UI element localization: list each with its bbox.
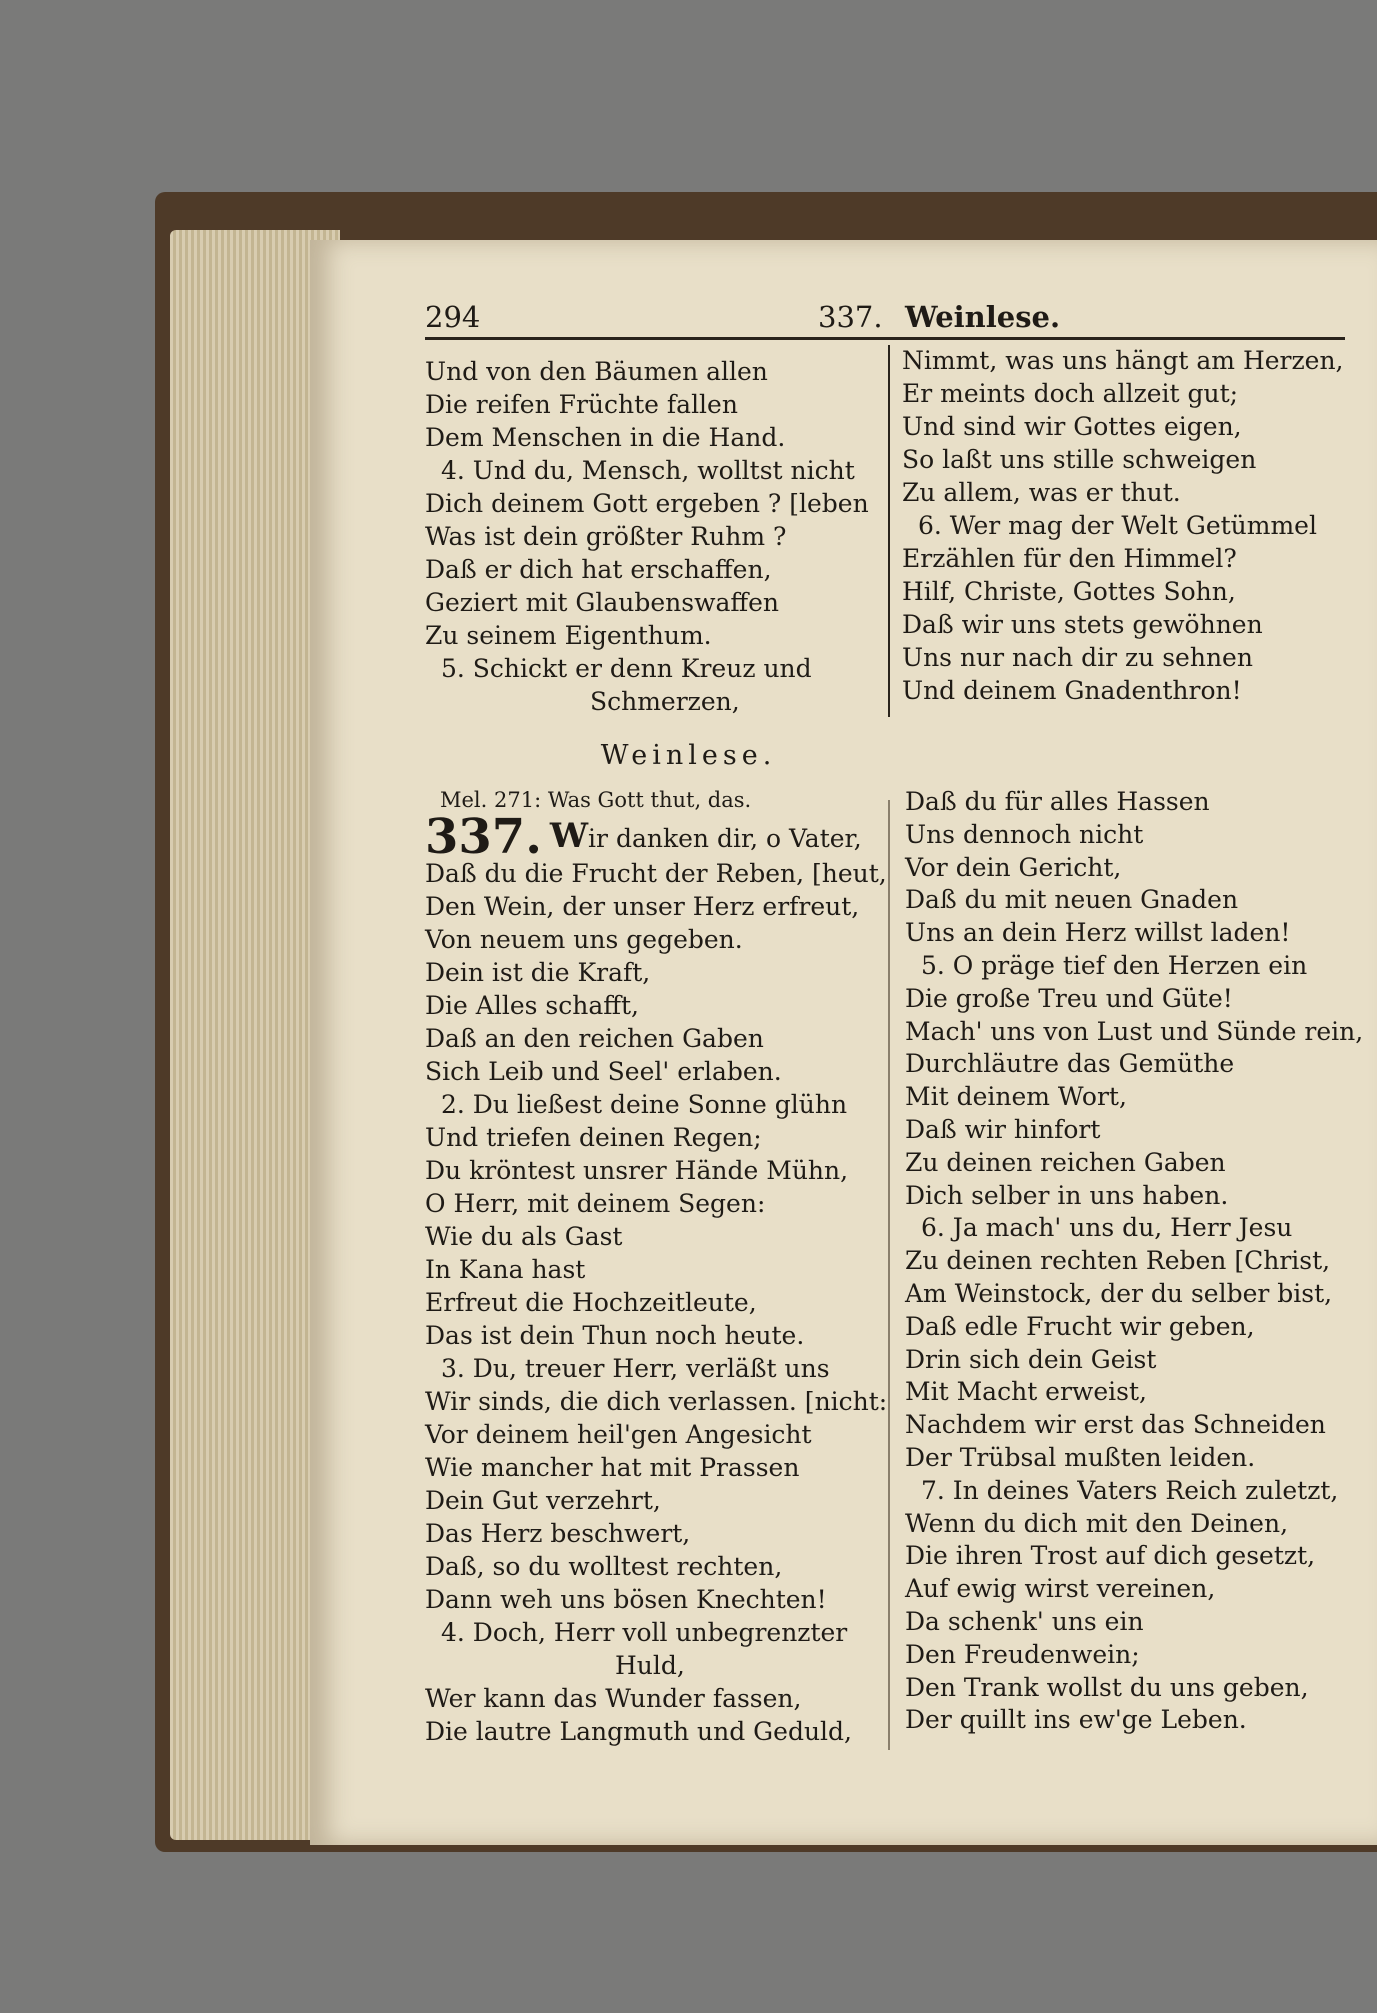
verse-line: Die ihren Trost auf dich gesetzt, xyxy=(905,1541,1316,1571)
verse-line: Und triefen deinen Regen; xyxy=(425,1123,762,1152)
hymn-first-line xyxy=(425,809,862,865)
verse-line: Und von den Bäumen allen xyxy=(425,357,768,386)
verse-line: 5. O präge tief den Herzen ein xyxy=(921,951,1308,980)
verse-line: Daß edle Frucht wir geben, xyxy=(905,1311,1255,1341)
verse-line: Am Weinstock, der du selber bist, xyxy=(905,1279,1333,1308)
verse-line: Daß an den reichen Gaben xyxy=(425,1024,764,1053)
verse-line: Geziert mit Glaubenswaffen xyxy=(425,588,780,617)
verse-line: Zu seinem Eigenthum. xyxy=(425,621,712,650)
verse-line: Uns dennoch nicht xyxy=(905,819,1144,849)
verse-line: Vor deinem heil'gen Angesicht xyxy=(425,1420,812,1449)
verse-line: Die Alles schafft, xyxy=(425,991,639,1020)
verse-line: Den Freudenwein; xyxy=(905,1639,1140,1669)
hymn-number: 337. xyxy=(425,809,542,865)
verse-line: Durchläutre das Gemüthe xyxy=(905,1049,1235,1079)
header-rule xyxy=(425,337,1345,340)
verse-line: Huld, xyxy=(615,1651,685,1680)
verse-line: So laßt uns stille schweigen xyxy=(902,445,1257,474)
verse-line: Daß wir uns stets gewöhnen xyxy=(902,610,1263,639)
column-divider-bottom xyxy=(888,800,890,1750)
verse-line: Daß er dich hat erschaffen, xyxy=(425,555,772,584)
verse-line: 4. Doch, Herr voll unbegrenzter xyxy=(441,1618,848,1647)
verse-line: Das ist dein Thun noch heute. xyxy=(425,1321,805,1350)
verse-line: Und deinem Gnadenthron! xyxy=(902,676,1242,705)
verse-line: Daß du für alles Hassen xyxy=(905,787,1210,816)
verse-line: Die lautre Langmuth und Geduld, xyxy=(425,1717,853,1746)
verse-line: Vor dein Gericht, xyxy=(905,852,1122,882)
verse-line: Er meints doch allzeit gut; xyxy=(902,379,1239,408)
verse-line: 6. Ja mach' uns du, Herr Jesu xyxy=(921,1213,1293,1243)
verse-line: Mit deinem Wort, xyxy=(905,1082,1127,1112)
first-line-text: ir danken dir, o Vater, xyxy=(588,824,862,853)
verse-line: O Herr, mit deinem Segen: xyxy=(425,1189,766,1218)
drop-initial: W xyxy=(549,816,589,856)
verse-line: Den Trank wollst du uns geben, xyxy=(905,1672,1309,1702)
verse-line: Wer kann das Wunder fassen, xyxy=(425,1684,802,1713)
column-divider-top xyxy=(888,345,890,717)
melody-line: Mel. 271: Was Gott thut, das. xyxy=(440,788,752,812)
verse-line: Dein ist die Kraft, xyxy=(425,958,651,987)
verse-line: Sich Leib und Seel' erlaben. xyxy=(425,1057,782,1086)
verse-line: Wir sinds, die dich verlassen. [nicht: xyxy=(425,1387,888,1416)
verse-line: 5. Schickt er denn Kreuz und xyxy=(441,654,812,683)
verse-line: Die große Treu und Güte! xyxy=(905,983,1233,1013)
verse-line: Und sind wir Gottes eigen, xyxy=(902,412,1242,441)
verse-line: Wie mancher hat mit Prassen xyxy=(425,1453,800,1482)
verse-line: Mit Macht erweist, xyxy=(905,1377,1147,1407)
verse-line: Der quillt ins ew'ge Leben. xyxy=(905,1705,1247,1735)
section-title: Weinlese. xyxy=(600,740,777,771)
running-title: Weinlese. xyxy=(905,300,1061,334)
verse-line: Daß du die Frucht der Reben, [heut, xyxy=(425,859,887,888)
verse-line: Daß, so du wolltest rechten, xyxy=(425,1552,783,1581)
verse-line: Da schenk' uns ein xyxy=(905,1607,1144,1636)
verse-line: Hilf, Christe, Gottes Sohn, xyxy=(902,577,1236,606)
verse-line: Zu deinen reichen Gaben xyxy=(905,1147,1226,1177)
verse-line: 2. Du ließest deine Sonne glühn xyxy=(441,1090,848,1119)
verse-line: Nimmt, was uns hängt am Herzen, xyxy=(902,346,1344,375)
verse-line: Wie du als Gast xyxy=(425,1222,623,1251)
verse-line: In Kana hast xyxy=(425,1255,586,1284)
verse-line: Das Herz beschwert, xyxy=(425,1519,691,1548)
verse-line: Daß du mit neuen Gnaden xyxy=(905,885,1239,915)
verse-line: 4. Und du, Mensch, wolltst nicht xyxy=(441,456,855,485)
verse-line: Dann weh uns bösen Knechten! xyxy=(425,1585,827,1614)
verse-line: Der Trübsal mußten leiden. xyxy=(905,1443,1256,1472)
verse-line: Drin sich dein Geist xyxy=(905,1344,1157,1374)
verse-line: Die reifen Früchte fallen xyxy=(425,390,738,419)
page-number: 294 xyxy=(425,300,481,334)
verse-line: Erzählen für den Himmel? xyxy=(902,544,1237,573)
verse-line: Dein Gut verzehrt, xyxy=(425,1486,661,1515)
verse-line: Uns nur nach dir zu sehnen xyxy=(902,643,1253,672)
verse-line: Zu deinen rechten Reben [Christ, xyxy=(905,1246,1331,1276)
verse-line: 3. Du, treuer Herr, verläßt uns xyxy=(441,1354,830,1383)
verse-line: Nachdem wir erst das Schneiden xyxy=(905,1410,1326,1440)
verse-line: Von neuem uns gegeben. xyxy=(425,925,743,954)
verse-line: Wenn du dich mit den Deinen, xyxy=(905,1508,1289,1538)
verse-line: Uns an dein Herz willst laden! xyxy=(905,918,1291,948)
verse-line: Erfreut die Hochzeitleute, xyxy=(425,1288,757,1317)
verse-line: Mach' uns von Lust und Sünde rein, xyxy=(905,1016,1364,1046)
verse-line: Dem Menschen in die Hand. xyxy=(425,423,786,452)
verse-line: Dich selber in uns haben. xyxy=(905,1180,1229,1210)
header-hymn-ref: 337. xyxy=(818,300,883,334)
verse-line: 6. Wer mag der Welt Getümmel xyxy=(918,511,1317,540)
verse-line: Den Wein, der unser Herz erfreut, xyxy=(425,892,860,921)
verse-line: Auf ewig wirst vereinen, xyxy=(905,1574,1216,1604)
verse-line: Schmerzen, xyxy=(590,687,740,716)
verse-line: Zu allem, was er thut. xyxy=(902,478,1181,507)
verse-line: Was ist dein größter Ruhm ? xyxy=(425,522,787,551)
verse-line: Dich deinem Gott ergeben ? [leben xyxy=(425,489,869,518)
verse-line: Daß wir hinfort xyxy=(905,1115,1101,1144)
verse-line: Du kröntest unsrer Hände Mühn, xyxy=(425,1156,849,1185)
verse-line: 7. In deines Vaters Reich zuletzt, xyxy=(921,1475,1339,1505)
